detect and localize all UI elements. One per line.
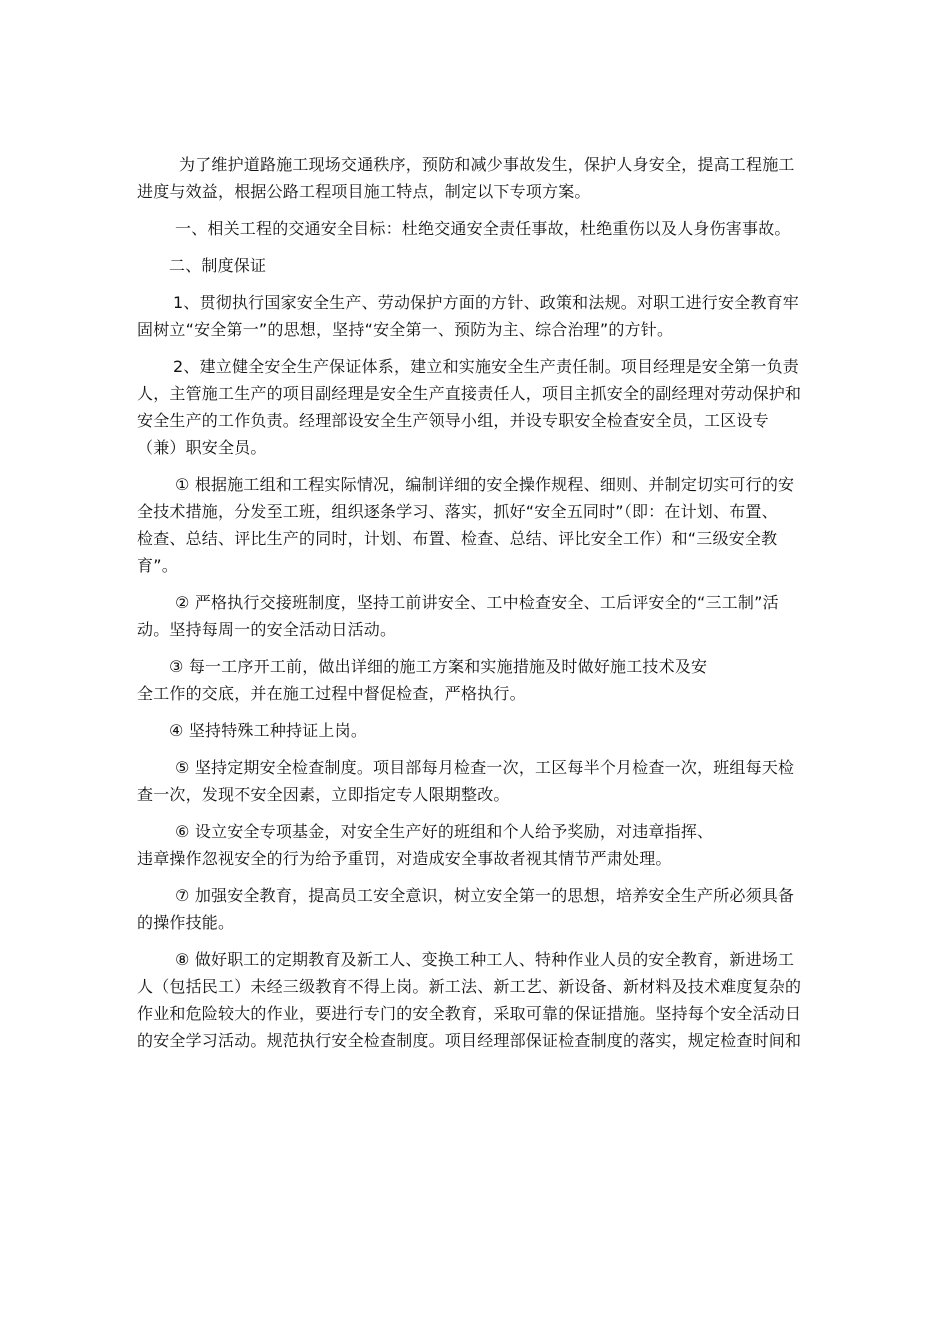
paragraph <box>137 151 837 205</box>
text-line: 为了维护道路施工现场交通秩序，预防和减少事故发生，保护人身安全，提高工程施工 <box>179 155 795 174</box>
text-line: 人，主管施工生产的项目副经理是安全生产直接责任人，项目主抓安全的副经理对劳动保护和 <box>137 384 802 403</box>
paragraph <box>137 946 837 1054</box>
text-line: 二、制度保证 <box>169 256 267 275</box>
text-line: ④ 坚持特殊工种持证上岗。 <box>169 721 368 740</box>
text-line: ⑥ 设立安全专项基金，对安全生产好的班组和个人给予奖励，对违章指挥、 <box>175 822 714 841</box>
text-line: 的操作技能。 <box>137 913 235 932</box>
text-line: 全技术措施，分发至工班，组织逐条学习、落实，抓好“安全五同时”（即：在计划、布置、 <box>137 502 778 521</box>
text-line: 人（包括民工）未经三级教育不得上岗。新工法、新工艺、新设备、新材料及技术难度复杂的 <box>137 977 802 996</box>
text-line: ② 严格执行交接班制度，坚持工前讲安全、工中检查安全、工后评安全的“三工制”活 <box>175 593 779 612</box>
paragraph <box>137 818 837 872</box>
document-body <box>137 151 837 1054</box>
text-line: 2、建立健全安全生产保证体系，建立和实施安全生产责任制。项目经理是安全第一负责 <box>173 357 799 376</box>
paragraph <box>137 717 837 744</box>
paragraph <box>137 252 837 279</box>
paragraph <box>137 882 837 936</box>
text-line: 1、贯彻执行国家安全生产、劳动保护方面的方针、政策和法规。对职工进行安全教育牢 <box>173 293 799 312</box>
text-line: ③ 每一工序开工前，做出详细的施工方案和实施措施及时做好施工技术及安 <box>169 657 708 676</box>
text-line: 检查、总结、评比生产的同时，计划、布置、检查、总结、评比安全工作）和“三级安全教 <box>137 529 778 548</box>
paragraph <box>137 353 837 461</box>
text-line: 育”。 <box>137 556 178 575</box>
text-line: 安全生产的工作负责。经理部设安全生产领导小组，并设专职安全检查安全员，工区设专 <box>137 411 769 430</box>
text-line: ⑤ 坚持定期安全检查制度。项目部每月检查一次，工区每半个月检查一次，班组每天检 <box>175 758 795 777</box>
text-line: ⑦ 加强安全教育，提高员工安全意识，树立安全第一的思想，培养安全生产所必须具备 <box>175 886 795 905</box>
text-line: 作业和危险较大的作业，要进行专门的安全教育，采取可靠的保证措施。坚持每个安全活动日 <box>137 1004 802 1023</box>
text-line: 的安全学习活动。规范执行安全检查制度。项目经理部保证检查制度的落实，规定检查时间和 <box>137 1031 802 1050</box>
paragraph <box>137 754 837 808</box>
text-line: ⑧ 做好职工的定期教育及新工人、变换工种工人、特种作业人员的安全教育，新进场工 <box>175 950 795 969</box>
text-line: 全工作的交底，并在施工过程中督促检查，严格执行。 <box>137 684 526 703</box>
text-line: 一、相关工程的交通安全目标：杜绝交通安全责任事故，杜绝重伤以及人身伤害事故。 <box>175 219 791 238</box>
paragraph <box>137 215 837 242</box>
paragraph <box>137 589 837 643</box>
text-line: 固树立“安全第一”的思想，坚持“安全第一、预防为主、综合治理”的方针。 <box>137 320 674 339</box>
text-line: 进度与效益，根据公路工程项目施工特点，制定以下专项方案。 <box>137 182 591 201</box>
paragraph <box>137 653 837 707</box>
text-line: 动。坚持每周一的安全活动日活动。 <box>137 620 397 639</box>
text-line: （兼）职安全员。 <box>137 438 267 457</box>
paragraph <box>137 471 837 579</box>
text-line: ① 根据施工组和工程实际情况，编制详细的安全操作规程、细则、并制定切实可行的安 <box>175 475 795 494</box>
text-line: 查一次，发现不安全因素，立即指定专人限期整改。 <box>137 785 510 804</box>
text-line: 违章操作忽视安全的行为给予重罚，对造成安全事故者视其情节严肃处理。 <box>137 849 672 868</box>
paragraph <box>137 289 837 343</box>
